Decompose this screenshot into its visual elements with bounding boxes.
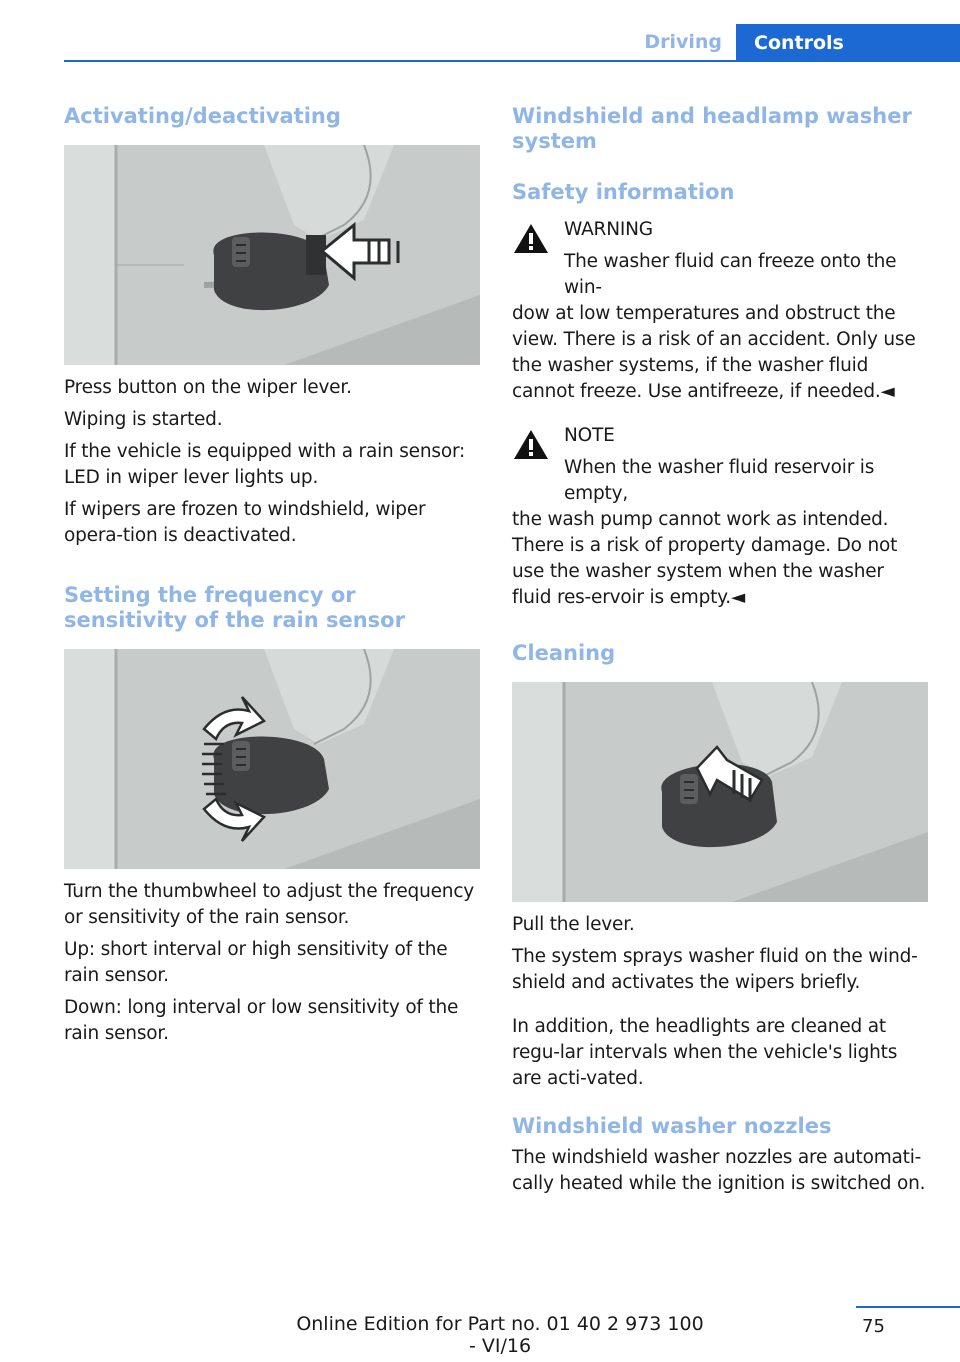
warning-text — [512, 249, 928, 405]
page-number: 75 — [862, 1316, 885, 1337]
warning-title: WARNING — [564, 219, 653, 240]
heading-washer-system: Windshield and headlamp washer system — [512, 104, 912, 153]
paragraph-headlights-cleaned: In addition, the headlights are cleaned at regu‐lar intervals when the vehicle's lights are acti‐vated. — [512, 1016, 898, 1089]
note-text-rest: the wash pump cannot work as intended. There is a risk of property damage. Do not use the washer system when the washer fluid res‐ervoir is empty.◄ — [512, 509, 898, 608]
warning-triangle-icon — [512, 221, 550, 255]
paragraph-down-long-interval: Down: long interval or low sensitivity of the rain sensor. — [64, 997, 459, 1044]
heading-frequency-sensitivity: Setting the frequency or sensitivity of the rain sensor — [64, 583, 405, 632]
paragraph-pull-lever: Pull the lever. — [512, 914, 635, 935]
note-title: NOTE — [564, 425, 615, 446]
wiper-button-illustration — [64, 145, 480, 365]
note-block — [512, 423, 928, 611]
warning-text-first-line: The washer fluid can freeze onto the win‐ — [564, 251, 897, 298]
paragraph-system-sprays: The system sprays washer fluid on the wind‐shield and activates the wipers briefly. — [512, 946, 918, 993]
note-text-first-line: When the washer fluid reservoir is empty, — [564, 457, 875, 504]
paragraph-turn-thumbwheel: Turn the thumbwheel to adjust the frequency or sensitivity of the rain sensor. — [64, 881, 475, 928]
heading-safety-information: Safety information — [512, 180, 735, 204]
paragraph-frozen-wipers: If wipers are frozen to windshield, wiper opera‐tion is deactivated. — [64, 499, 426, 546]
footer-rule — [856, 1306, 960, 1308]
paragraph-nozzles-heated: The windshield washer nozzles are automati‐cally heated while the ignition is switched on. — [512, 1147, 926, 1194]
note-triangle-icon — [512, 427, 550, 461]
header-chapter-tab: Controls — [736, 24, 960, 62]
pull-lever-illustration — [512, 682, 928, 902]
warning-text-rest: dow at low temperatures and obstruct the view. There is a risk of an accident. Only use the washer systems, if the washer fluid cannot freeze. Use antifreeze, if needed.◄ — [512, 303, 916, 402]
paragraph-up-short-interval: Up: short interval or high sensitivity of the rain sensor. — [64, 939, 448, 986]
header-rule — [64, 60, 960, 62]
note-text — [512, 455, 928, 611]
thumbwheel-illustration — [64, 649, 480, 869]
warning-block — [512, 217, 928, 405]
paragraph-wiping-started: Wiping is started. — [64, 409, 223, 430]
footer-edition: Online Edition for Part no. 01 40 2 973 100 - VI/16 — [296, 1313, 704, 1357]
header-section-label: Driving — [644, 31, 722, 53]
right-column — [512, 102, 928, 1197]
left-column — [64, 102, 480, 1047]
paragraph-press-button: Press button on the wiper lever. — [64, 377, 352, 398]
heading-washer-nozzles: Windshield washer nozzles — [512, 1114, 832, 1138]
heading-cleaning: Cleaning — [512, 641, 616, 665]
heading-activating: Activating/deactivating — [64, 104, 341, 128]
paragraph-rain-sensor-led: If the vehicle is equipped with a rain sensor: LED in wiper lever lights up. — [64, 441, 466, 488]
